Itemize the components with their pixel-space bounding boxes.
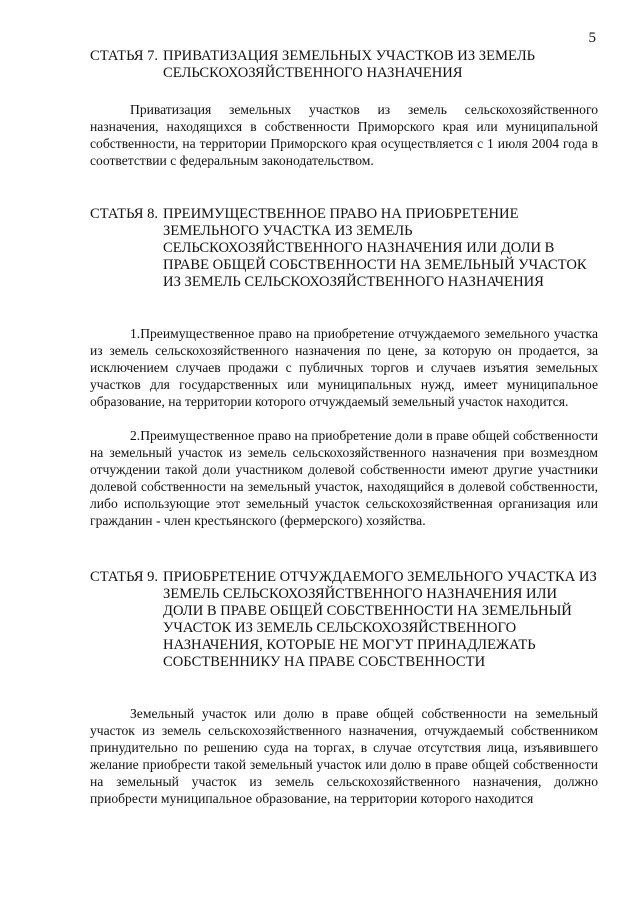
article-8-paragraph-2: 2.Преимущественное право на приобретение доли в праве общей собственности на земельный участок из земель сельскохозяйственного назначения при возмездном отчуждении такой доли участником долевой собственности имеют другие участники долевой собственности на земельный участок, находящийся в долевой собственности, либо использующие этот земельный участок сельскохозяйственная организация или гражданин - член крестьянского (фермерского) хозяйства. [90, 428, 598, 528]
article-7-heading [90, 48, 598, 82]
page-number: 5 [588, 30, 596, 46]
article-7-paragraph-1: Приватизация земельных участков из земель сельскохозяйственного назначения, находящихся в собственности Приморского края или муниципальной собственности, на территории Приморского края осуществляется с 1 июля 2004 года в соответствии с федеральным законодательством. [90, 102, 598, 168]
article-8-paragraph-1: 1.Преимущественное право на приобретение отчуждаемого земельного участка из земель сельскохозяйственного назначения по цене, за которую он продается, за исключением случаев продажи с публичных торгов и случаев изъятия земельных участков для государственных или муниципальных нужд, имеет муниципальное образование, на территории которого отчуждаемый земельный участок находится. [90, 326, 598, 409]
article-8-heading [90, 206, 598, 291]
article-9-title: ПРИОБРЕТЕНИЕ ОТЧУЖДАЕМОГО ЗЕМЕЛЬНОГО УЧАСТКА ИЗ ЗЕМЕЛЬ СЕЛЬСКОХОЗЯЙСТВЕННОГО НАЗНАЧЕНИЯ ИЛИ ДОЛИ В ПРАВЕ ОБЩЕЙ СОБСТВЕННОСТИ НА ЗЕМЕЛЬНЫЙ УЧАСТОК ИЗ ЗЕМЕЛЬ СЕЛЬСКОХОЗЯЙСТВЕННОГО НАЗНАЧЕНИЯ, КОТОРЫЕ НЕ МОГУТ ПРИНАДЛЕЖАТЬ СОБСТВЕННИКУ НА ПРАВЕ СОБСТВЕННОСТИ [163, 569, 597, 670]
article-8-title: ПРЕИМУЩЕСТВЕННОЕ ПРАВО НА ПРИОБРЕТЕНИЕ ЗЕМЕЛЬНОГО УЧАСТКА ИЗ ЗЕМЕЛЬ СЕЛЬСКОХОЗЯЙСТВЕННОГО НАЗНАЧЕНИЯ ИЛИ ДОЛИ В ПРАВЕ ОБЩЕЙ СОБСТВЕННОСТИ НА ЗЕМЕЛЬНЫЙ УЧАСТОК ИЗ ЗЕМЕЛЬ СЕЛЬСКОХОЗЯЙСТВЕННОГО НАЗНАЧЕНИЯ [163, 206, 587, 290]
article-8-number: СТАТЬЯ 8. [90, 206, 159, 222]
article-7-number: СТАТЬЯ 7. [90, 48, 159, 64]
article-7-title: ПРИВАТИЗАЦИЯ ЗЕМЕЛЬНЫХ УЧАСТКОВ ИЗ ЗЕМЕЛЬ СЕЛЬСКОХОЗЯЙСТВЕННОГО НАЗНАЧЕНИЯ [163, 48, 535, 81]
article-9-paragraph-1: Земельный участок или долю в праве общей собственности на земельный участок из земель сельскохозяйственного назначения, отчуждаемый собственником принудительно по решению суда на торгах, в случае отсутствия лица, изъявившего желание приобрести такой земельный участок или долю в праве общей собственности на земельный участок из земель сельскохозяйственного назначения, должно приобрести муниципальное образование, на территории которого находится [90, 706, 598, 806]
article-9-number: СТАТЬЯ 9. [90, 569, 159, 585]
article-9-heading [90, 569, 598, 671]
